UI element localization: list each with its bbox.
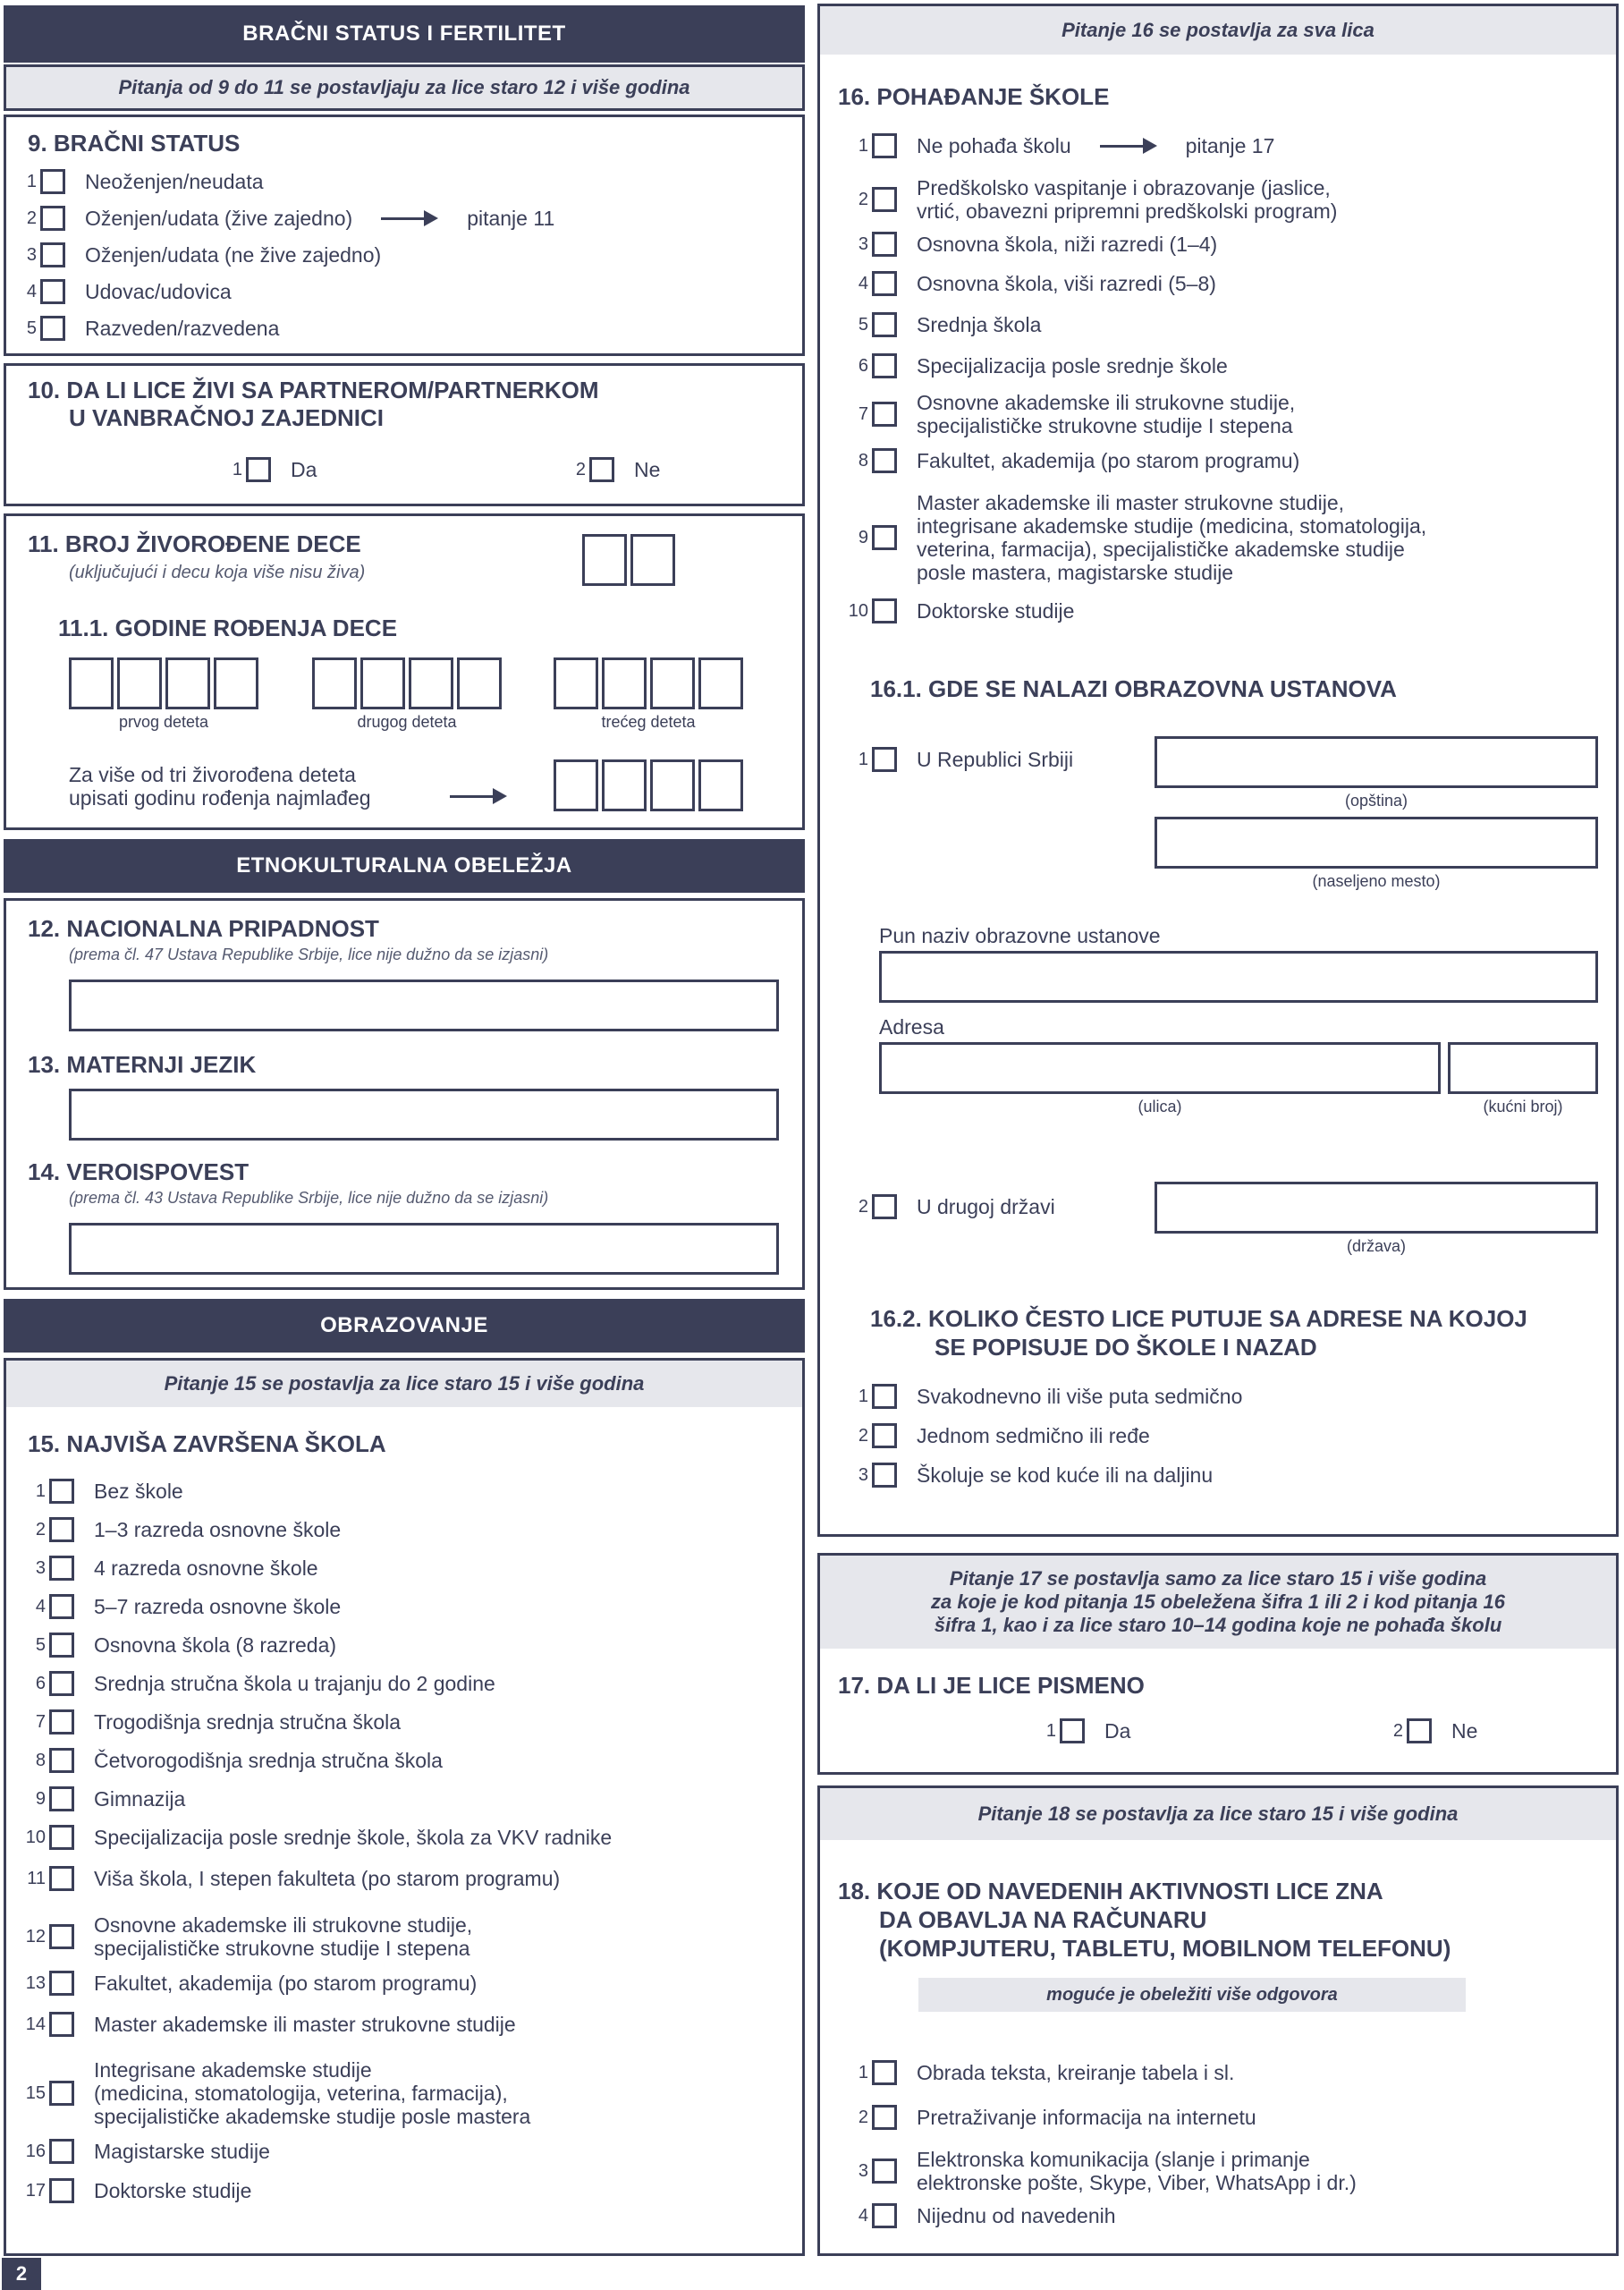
q18-option-3[interactable]: 3 Elektronska komunikacija (slanje i primanje elektronske pošte, Skype, Viber, WhatsApp i dr.) (858, 2148, 1357, 2194)
q18-option-1[interactable]: 1 Obrada teksta, kreiranje tabela i sl. (858, 2061, 1235, 2084)
q15-option-3[interactable]: 3 4 razreda osnovne škole (35, 1556, 318, 1580)
q11-title: 11. BROJ ŽIVOROĐENE DECE (28, 530, 361, 557)
q15-option-1[interactable]: 1 Bez škole (35, 1480, 183, 1503)
checkbox[interactable] (872, 271, 897, 296)
q16-option-10[interactable]: 10 Doktorske studije (848, 599, 1075, 623)
checkbox[interactable] (49, 1866, 74, 1891)
institution-name-input[interactable] (879, 951, 1598, 1003)
q15-option-13[interactable]: 13 Fakultet, akademija (po starom programu) (25, 1972, 478, 1995)
child3-year-digit[interactable] (554, 657, 598, 709)
q15-option-9[interactable]: 9 Gimnazija (35, 1787, 186, 1811)
child3-year-digit[interactable] (602, 657, 647, 709)
q15-option-14[interactable]: 14 Master akademske ili master strukovne studije (25, 2013, 516, 2036)
q17-age-note: Pitanje 17 se postavlja samo za lice staro 15 i više godina za koje je kod pitanja 15 obeležena šifra 1 ili 2 i kod pitanja 16 šifra 1, kao i za lice staro 10–14 godina koje ne pohađa školu (820, 1556, 1616, 1649)
youngest-year-digit[interactable] (554, 759, 598, 811)
q9-option-3[interactable]: 3 Oženjen/udata (ne žive zajedno) (26, 243, 382, 267)
checkbox[interactable] (872, 448, 897, 473)
checkbox[interactable] (872, 1384, 897, 1409)
settlement-caption: (naseljeno mesto) (1312, 872, 1441, 890)
q12-title: 12. NACIONALNA PRIPADNOST (28, 915, 379, 942)
checkbox[interactable] (872, 1194, 897, 1219)
q16-2-option-1[interactable]: 1 Svakodnevno ili više puta sedmično (858, 1385, 1243, 1408)
checkbox[interactable] (49, 2178, 74, 2203)
q15-age-note: Pitanje 15 se postavlja za lice staro 15 i više godina (6, 1361, 802, 1407)
q18-title-line1: 18. KOJE OD NAVEDENIH AKTIVNOSTI LICE ZNA (838, 1878, 1383, 1904)
marital-section-header: BRAČNI STATUS I FERTILITET (4, 5, 805, 63)
checkbox[interactable] (1407, 1718, 1432, 1743)
checkbox[interactable] (872, 353, 897, 378)
child3-year-digit[interactable] (698, 657, 743, 709)
q17-no[interactable]: 2 Ne (1392, 1719, 1478, 1743)
q16-option-8[interactable]: 8 Fakultet, akademija (po starom programu) (858, 449, 1300, 472)
ethno-box (4, 898, 805, 1290)
education-section-header: OBRAZOVANJE (4, 1299, 805, 1353)
street-caption: (ulica) (1138, 1098, 1182, 1115)
q15-option-4[interactable]: 4 5–7 razreda osnovne škole (35, 1595, 342, 1618)
arrow-right-icon (381, 217, 435, 220)
children-count-digit-2[interactable] (630, 534, 675, 586)
checkbox[interactable] (872, 747, 897, 772)
youngest-note-line1: Za više od tri živorođena deteta (69, 763, 356, 786)
q18-option-2[interactable]: 2 Pretraživanje informacija na internetu (858, 2106, 1256, 2129)
q10-yes[interactable]: 1 Da (232, 458, 317, 481)
full-name-label: Pun naziv obrazovne ustanove (879, 924, 1161, 947)
q18-title-line2: DA OBAVLJA NA RAČUNARU (879, 1906, 1207, 1933)
q16-age-note: Pitanje 16 se postavlja za sva lica (820, 6, 1616, 55)
checkbox[interactable] (40, 316, 65, 341)
q9-option-2[interactable]: 2 Oženjen/udata (žive zajedno) pitanje 11 (26, 207, 555, 230)
checkbox[interactable] (49, 1786, 74, 1811)
checkbox[interactable] (49, 1671, 74, 1696)
youngest-year-digit[interactable] (602, 759, 647, 811)
checkbox[interactable] (49, 1924, 74, 1949)
q16-option-9[interactable]: 9 Master akademske ili master strukovne studije, integrisane akademske studije (medicina, stomatologija, veterina, farmacija), specijalističke akademske studije posle mastera, magistarske studije (858, 491, 1427, 584)
q9-option-5[interactable]: 5 Razveden/razvedena (26, 317, 280, 340)
q15-option-7[interactable]: 7 Trogodišnja srednja stručna škola (35, 1710, 402, 1734)
checkbox[interactable] (872, 2159, 897, 2184)
checkbox[interactable] (872, 2203, 897, 2228)
q17-yes[interactable]: 1 Da (1045, 1719, 1131, 1743)
checkbox[interactable] (40, 169, 65, 194)
street-input[interactable] (879, 1042, 1441, 1094)
q9-box (4, 114, 805, 356)
q15-option-16[interactable]: 16 Magistarske studije (25, 2140, 270, 2163)
nationality-input[interactable] (69, 980, 779, 1031)
checkbox[interactable] (872, 232, 897, 257)
q18-age-note: Pitanje 18 se postavlja za lice staro 15 i više godina (820, 1788, 1616, 1840)
country-caption: (država) (1346, 1237, 1406, 1255)
page-number: 2 (2, 2258, 41, 2290)
checkbox[interactable] (589, 457, 614, 482)
checkbox[interactable] (246, 457, 271, 482)
child1-year-digit[interactable] (69, 657, 114, 709)
checkbox[interactable] (49, 1594, 74, 1619)
q10-title-line2: U VANBRAČNOJ ZAJEDNICI (69, 404, 384, 431)
child1-year-digit[interactable] (117, 657, 162, 709)
child2-caption: drugog deteta (357, 713, 457, 731)
checkbox[interactable] (49, 1633, 74, 1658)
checkbox[interactable] (49, 1748, 74, 1773)
checkbox[interactable] (49, 1971, 74, 1996)
q15-title: 15. NAJVIŠA ZAVRŠENA ŠKOLA (28, 1430, 386, 1457)
house-number-input[interactable] (1448, 1042, 1598, 1094)
marital-age-note: Pitanja od 9 do 11 se postavljaju za lice staro 12 i više godina (4, 64, 805, 111)
ethno-section-header: ETNOKULTURALNA OBELEŽJA (4, 839, 805, 893)
q15-option-5[interactable]: 5 Osnovna škola (8 razreda) (35, 1633, 337, 1657)
checkbox[interactable] (1060, 1718, 1085, 1743)
checkbox[interactable] (49, 1825, 74, 1850)
child3-caption: trećeg deteta (601, 713, 696, 731)
q15-option-17[interactable]: 17 Doktorske studije (25, 2179, 252, 2202)
child2-year-digit[interactable] (457, 657, 502, 709)
country-input[interactable] (1155, 1182, 1598, 1234)
q16-box (817, 4, 1619, 1537)
q16-2-option-2[interactable]: 2 Jednom sedmično ili ređe (858, 1424, 1150, 1447)
youngest-year-digit[interactable] (650, 759, 695, 811)
checkbox[interactable] (872, 2105, 897, 2130)
q12-note: (prema čl. 47 Ustava Republike Srbije, lice nije dužno da se izjasni) (69, 946, 549, 963)
house-number-caption: (kućni broj) (1483, 1098, 1563, 1115)
checkbox[interactable] (872, 312, 897, 337)
checkbox[interactable] (872, 2060, 897, 2085)
q17-box (817, 1553, 1619, 1775)
q16-2-title-line2: SE POPISUJE DO ŠKOLE I NAZAD (935, 1334, 1317, 1361)
q14-note: (prema čl. 43 Ustava Republike Srbije, lice nije dužno da se izjasni) (69, 1189, 549, 1207)
address-label: Adresa (879, 1015, 944, 1039)
q9-option-1[interactable]: 1 Neoženjen/neudata (26, 170, 264, 193)
q15-option-12[interactable]: 12 Osnovne akademske ili strukovne studije, specijalističke strukovne studije I stepena (25, 1913, 473, 1960)
checkbox[interactable] (49, 2139, 74, 2164)
q16-1-option-2[interactable]: 2 U drugoj državi (858, 1195, 1055, 1218)
q15-option-6[interactable]: 6 Srednja stručna škola u trajanju do 2 godine (35, 1672, 495, 1695)
q18-box (817, 1785, 1619, 2256)
q13-title: 13. MATERNJI JEZIK (28, 1051, 257, 1078)
q16-1-option-1[interactable]: 1 U Republici Srbiji (858, 748, 1074, 771)
q14-title: 14. VEROISPOVEST (28, 1158, 250, 1185)
checkbox[interactable] (872, 187, 897, 212)
q10-no[interactable]: 2 Ne (575, 458, 661, 481)
q17-title: 17. DA LI JE LICE PISMENO (838, 1672, 1145, 1699)
checkbox[interactable] (872, 133, 897, 158)
q15-option-15[interactable]: 15 Integrisane akademske studije (medicina, stomatologija, veterina, farmacija), specijalističke akademske studije posle mastera (25, 2058, 531, 2128)
checkbox[interactable] (49, 2081, 74, 2106)
q15-box (4, 1358, 805, 2256)
child1-year-digit[interactable] (165, 657, 210, 709)
checkbox[interactable] (872, 402, 897, 427)
q11-1-title: 11.1. GODINE ROĐENJA DECE (58, 615, 398, 641)
q16-option-5[interactable]: 5 Srednja škola (858, 313, 1042, 336)
checkbox[interactable] (49, 1556, 74, 1581)
child3-year-digit[interactable] (650, 657, 695, 709)
arrow-right-icon (1100, 145, 1154, 148)
q18-option-4[interactable]: 4 Nijednu od navedenih (858, 2204, 1116, 2227)
child2-year-digit[interactable] (409, 657, 453, 709)
municipality-input[interactable] (1155, 736, 1598, 788)
checkbox[interactable] (40, 279, 65, 304)
q16-2-title-line1: 16.2. KOLIKO ČESTO LICE PUTUJE SA ADRESE NA KOJOJ (870, 1305, 1527, 1332)
child1-caption: prvog deteta (118, 713, 209, 731)
q10-title-line1: 10. DA LI LICE ŽIVI SA PARTNEROM/PARTNERKOM (28, 377, 599, 403)
checkbox[interactable] (49, 1517, 74, 1542)
checkbox[interactable] (872, 598, 897, 623)
q16-option-6[interactable]: 6 Specijalizacija posle srednje škole (858, 354, 1228, 377)
q16-option-4[interactable]: 4 Osnovna škola, viši razredi (5–8) (858, 272, 1216, 295)
q15-option-11[interactable]: 11 Viša škola, I stepen fakulteta (po starom programu) (27, 1867, 561, 1890)
q16-option-1[interactable]: 1 Ne pohađa školu pitanje 17 (858, 134, 1275, 157)
religion-input[interactable] (69, 1223, 779, 1275)
q16-2-option-3[interactable]: 3 Školuje se kod kuće ili na daljinu (858, 1463, 1214, 1487)
q16-title: 16. POHAĐANJE ŠKOLE (838, 83, 1110, 110)
youngest-note-line2: upisati godinu rođenja najmlađeg (69, 786, 371, 810)
mother-tongue-input[interactable] (69, 1089, 779, 1141)
q18-title-line3: (KOMPJUTERU, TABLETU, MOBILNOM TELEFONU) (879, 1935, 1451, 1962)
checkbox[interactable] (40, 242, 65, 267)
checkbox[interactable] (872, 525, 897, 550)
checkbox[interactable] (40, 206, 65, 231)
q15-option-10[interactable]: 10 Specijalizacija posle srednje škole, škola za VKV radnike (25, 1826, 613, 1849)
child2-year-digit[interactable] (312, 657, 357, 709)
checkbox[interactable] (49, 2012, 74, 2037)
arrow-right-icon (450, 795, 503, 798)
q16-option-3[interactable]: 3 Osnovna škola, niži razredi (1–4) (858, 233, 1218, 256)
children-count-digit-1[interactable] (582, 534, 627, 586)
q9-option-4[interactable]: 4 Udovac/udovica (26, 280, 232, 303)
settlement-input[interactable] (1155, 817, 1598, 869)
q16-1-title: 16.1. GDE SE NALAZI OBRAZOVNA USTANOVA (870, 675, 1397, 702)
checkbox[interactable] (49, 1479, 74, 1504)
multiple-answers-note: moguće je obeležiti više odgovora (918, 1978, 1466, 2012)
child1-year-digit[interactable] (214, 657, 258, 709)
child2-year-digit[interactable] (360, 657, 405, 709)
q16-option-7[interactable]: 7 Osnovne akademske ili strukovne studije, specijalističke strukovne studije I stepena (858, 391, 1296, 437)
q15-option-2[interactable]: 2 1–3 razreda osnovne škole (35, 1518, 342, 1541)
checkbox[interactable] (49, 1709, 74, 1734)
youngest-year-digit[interactable] (698, 759, 743, 811)
q16-option-2[interactable]: 2 Predškolsko vaspitanje i obrazovanje (jaslice, vrtić, obavezni pripremni predškolski program) (858, 176, 1338, 223)
municipality-caption: (opština) (1344, 792, 1408, 810)
checkbox[interactable] (872, 1423, 897, 1448)
q9-title: 9. BRAČNI STATUS (28, 130, 241, 157)
checkbox[interactable] (872, 1463, 897, 1488)
q11-subtitle: (uključujući i decu koja više nisu živa) (69, 563, 366, 582)
q15-option-8[interactable]: 8 Četvorogodišnja srednja stručna škola (35, 1749, 443, 1772)
q11-box (4, 513, 805, 830)
q10-box (4, 363, 805, 506)
